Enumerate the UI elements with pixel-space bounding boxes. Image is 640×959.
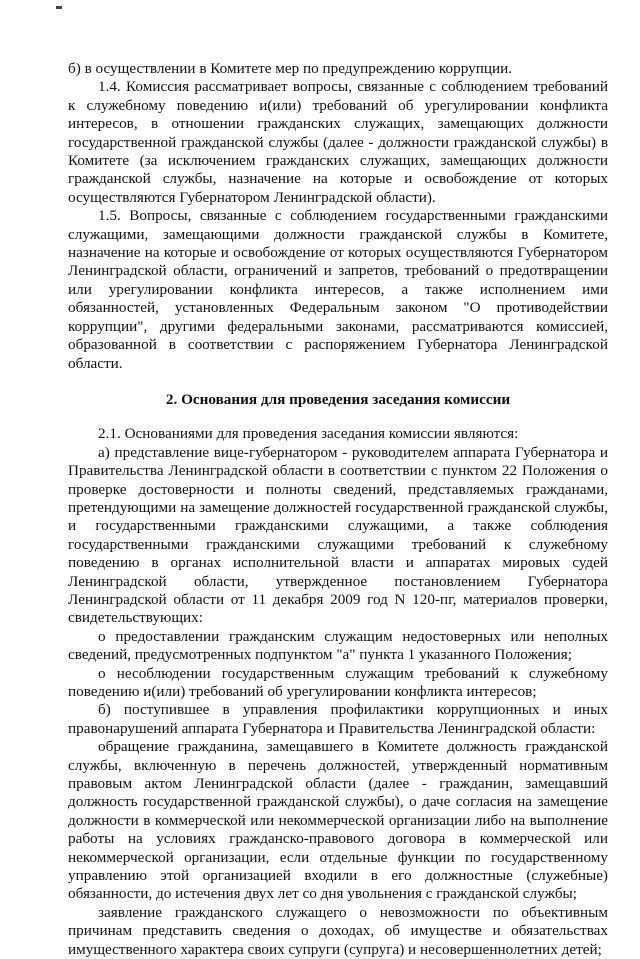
paragraph-1-3-b: б) в осуществлении в Комитете мер по предупреждению коррупции.	[68, 60, 513, 77]
paragraph-b-item-1: обращение гражданина, замещавшего в Комитете должность гражданской службы, включенную в перечень должностей, утвержденный нормативным правовым актом Ленинградской области (далее - гражданин, замещавший должность государственной гражданской службы), о даче согласия на замещение должности в коммерческой или некоммерческой организации либо на выполнение работы на условиях гражданско-правового договора в коммерческой или некоммерческой организации, если отдельные функции по государственному управлению этой организацией входили в его должностные (служебные) обязанности, до истечения двух лет со дня увольнения с гражданской службы;	[68, 738, 608, 903]
document-body	[68, 60, 608, 959]
paragraph-2-1-a: а) представление вице-губернатором - руководителем аппарата Губернатора и Правительства Ленинградской области в соответствии с пунктом 22 Положения о проверке достоверности и полноты сведений, представляемых гражданами, претендующими на замещение должностей государственной гражданской службы, и государственными гражданскими служащими, а также соблюдения государственными гражданскими служащими требований к служебному поведению в органах исполнительной власти и аппаратах мировых судей Ленинградской области, утвержденное постановлением Губернатора Ленинградской области от 11 декабря 2009 год N 120-пг, материалов проверки, свидетельствующих:	[68, 443, 608, 627]
paragraph-2-1: 2.1. Основаниями для проведения заседания комиссии являются:	[98, 425, 519, 443]
paragraph-a-item-1: о предоставлении гражданским служащим недостоверных или неполных сведений, предусмотренных подпунктом "а" пункта 1 указанного Положения;	[68, 627, 608, 664]
scan-mark	[56, 6, 62, 9]
paragraph-b-item-2: заявление гражданского служащего о невозможности по объективным причинам представить сведения о доходах, об имуществе и обязательствах имущественного характера своих супруги (супруга) и несовершеннолетних детей;	[68, 903, 608, 958]
paragraph-1-4: 1.4. Комиссия рассматривает вопросы, связанные с соблюдением требований к служебному поведению и(или) требований об урегулировании конфликта интересов, в отношении гражданских служащих, замещающих должности государственной гражданской службы (далее - должности гражданской службы) в Комитете (за исключением гражданских служащих, замещающих должности гражданской службы, назначение на которые и освобождение от которых осуществляются Губернатором Ленинградской области).	[68, 78, 608, 206]
paragraph-a-item-2: о несоблюдении государственным служащим требований к служебному поведению и(или) требований об урегулировании конфликта интересов;	[68, 664, 608, 700]
paragraph-1-5: 1.5. Вопросы, связанные с соблюдением государственными гражданскими служащими, замещающими должности гражданской службы в Комитете, назначение на которые и освобождение от которых осуществляются Губернатором Ленинградской области, ограничений и запретов, требований о предотвращении или урегулировании конфликта интересов, а также исполнением ими обязанностей, установленных Федеральным законом "О противодействии коррупции", другими федеральными законами, рассматриваются комиссией, образованной в соответствии с распоряжением Губернатора Ленинградской области.	[68, 207, 608, 372]
section-heading: 2. Основания для проведения заседания комиссии	[165, 390, 511, 408]
paragraph-2-1-b: б) поступившее в управления профилактики коррупционных и иных правонарушений аппарата Губернатора и Правительства Ленинградской области:	[68, 701, 608, 737]
